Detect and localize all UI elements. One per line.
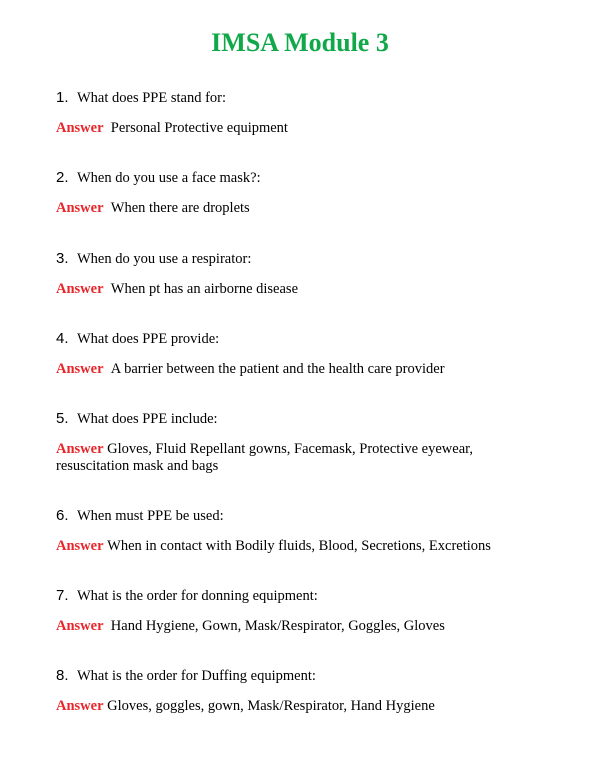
question [56, 330, 546, 348]
answer-text: When there are droplets [110, 200, 250, 216]
answer [56, 200, 546, 217]
answer-text: Gloves, goggles, gown, Mask/Respirator, Hand Hygiene [107, 698, 435, 714]
answer-label: Answer [56, 618, 104, 634]
answer [56, 281, 546, 298]
answer-label: Answer [56, 698, 104, 714]
answer [56, 538, 546, 555]
answer-label: Answer [56, 538, 104, 554]
question-text: What is the order for donning equipment: [77, 588, 318, 604]
question-number: 5. [56, 410, 69, 427]
answer [56, 120, 546, 137]
qa-item-6 [56, 507, 546, 555]
qa-item-8 [56, 667, 546, 715]
answer [56, 618, 546, 635]
answer [56, 698, 546, 715]
answer [56, 441, 546, 475]
question-text: When do you use a face mask?: [77, 170, 261, 186]
document-title: IMSA Module 3 [211, 28, 389, 57]
question [56, 410, 546, 428]
question-text: When must PPE be used: [77, 508, 224, 524]
question-text: What is the order for Duffing equipment: [77, 668, 316, 684]
question-number: 8. [56, 667, 69, 684]
answer-text: When pt has an airborne disease [110, 281, 298, 297]
answer-text: Personal Protective equipment [110, 120, 288, 136]
answer [56, 361, 546, 378]
qa-item-7 [56, 587, 546, 635]
qa-item-2 [56, 169, 546, 217]
answer-text: A barrier between the patient and the health care provider [110, 361, 445, 377]
answer-label: Answer [56, 441, 104, 457]
question-number: 4. [56, 330, 69, 347]
question-number: 2. [56, 169, 69, 186]
question-number: 6. [56, 507, 69, 524]
question [56, 169, 546, 187]
qa-item-4 [56, 330, 546, 378]
question [56, 667, 546, 685]
question-text: What does PPE include: [77, 411, 218, 427]
question-text: What does PPE provide: [77, 331, 220, 347]
question [56, 507, 546, 525]
answer-text: Hand Hygiene, Gown, Mask/Respirator, Goggles, Gloves [110, 618, 445, 634]
answer-text: When in contact with Bodily fluids, Blood, Secretions, Excretions [107, 538, 491, 554]
qa-item-3 [56, 250, 546, 298]
question-number: 7. [56, 587, 69, 604]
answer-label: Answer [56, 120, 104, 136]
question-number: 1. [56, 89, 69, 106]
qa-item-1 [56, 89, 546, 137]
question [56, 250, 546, 268]
question [56, 587, 546, 605]
question [56, 89, 546, 107]
question-text: What does PPE stand for: [77, 90, 227, 106]
question-number: 3. [56, 250, 69, 267]
answer-text: Gloves, Fluid Repellant gowns, Facemask, Protective eyewear, resuscitation mask and bags [56, 441, 474, 474]
answer-label: Answer [56, 200, 104, 216]
answer-label: Answer [56, 361, 104, 377]
question-text: When do you use a respirator: [77, 251, 252, 267]
qa-item-5 [56, 410, 546, 475]
answer-label: Answer [56, 281, 104, 297]
